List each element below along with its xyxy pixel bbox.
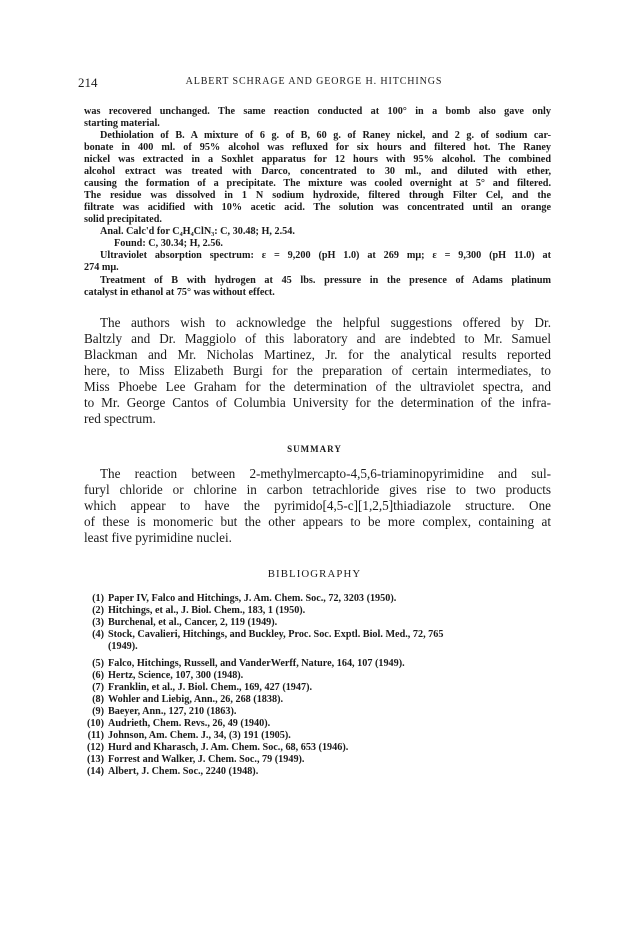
reference-number: (11) <box>87 730 104 741</box>
reference-number: (10) <box>87 718 104 729</box>
reference-number: (5) <box>92 658 104 669</box>
acknowledgment-line: Blackman and Mr. Nicholas Martinez, Jr. for the analytical results reported <box>84 347 551 362</box>
page-header <box>78 75 550 89</box>
experimental-line: causing the formation of a precipitate. The mixture was cooled overnight at 5° and filtered. <box>84 178 551 189</box>
reference-item <box>84 682 554 694</box>
summary-line: furyl chloride or chlorine in carbon tetrachloride gives rise to two products <box>84 482 551 497</box>
uv-spectrum-line: Ultraviolet absorption spectrum: ε = 9,200 (pH 1.0) at 269 mμ; ε = 9,300 (pH 11.0) at <box>100 250 551 261</box>
reference-number: (12) <box>87 742 104 753</box>
reference-text: Baeyer, Ann., 127, 210 (1863). <box>108 706 237 717</box>
reference-text: Burchenal, et al., Cancer, 2, 119 (1949). <box>108 617 278 628</box>
experimental-line: Dethiolation of B. A mixture of 6 g. of B, 60 g. of Raney nickel, and 2 g. of sodium car- <box>100 130 551 141</box>
reference-number: (1) <box>92 593 104 604</box>
reference-item <box>84 658 554 670</box>
acknowledgment-line: Miss Phoebe Lee Graham for the determination of the ultraviolet spectra, and <box>84 379 551 394</box>
page-number: 214 <box>78 75 98 90</box>
uv-spectrum-line: 274 mμ. <box>84 262 119 273</box>
analysis-found-line: Found: C, 30.34; H, 2.56. <box>114 238 223 249</box>
reference-text: Forrest and Walker, J. Chem. Soc., 79 (1949). <box>108 754 305 765</box>
reference-text: Audrieth, Chem. Revs., 26, 49 (1940). <box>108 718 271 729</box>
reference-text: Albert, J. Chem. Soc., 2240 (1948). <box>108 766 259 777</box>
acknowledgment-line: here, to Miss Elizabeth Burgi for the preparation of certain intermediates, to <box>84 363 551 378</box>
summary-line: which appear to have the pyrimido[4,5-c][1,2,5]thiadiazole structure. One <box>84 498 551 513</box>
experimental-line: catalyst in ethanol at 75° was without effect. <box>84 287 275 298</box>
reference-item <box>84 730 554 742</box>
experimental-line: alcohol extract was treated with Darco, concentrated to 30 ml., and diluted with ether, <box>84 166 551 177</box>
reference-item <box>84 766 554 778</box>
reference-item <box>84 694 554 706</box>
reference-text: Franklin, et al., J. Biol. Chem., 169, 427 (1947). <box>108 682 313 693</box>
summary-line: least five pyrimidine nuclei. <box>84 530 232 545</box>
acknowledgment-line: to Mr. George Cantos of Columbia University for the determination of the infra- <box>84 395 551 410</box>
reference-item <box>84 754 554 766</box>
bibliography-heading: BIBLIOGRAPHY <box>267 568 362 580</box>
reference-number: (3) <box>92 617 104 628</box>
reference-number: (8) <box>92 694 104 705</box>
reference-item <box>84 593 554 605</box>
reference-item <box>84 629 554 641</box>
reference-item <box>84 718 554 730</box>
reference-text: Hertz, Science, 107, 300 (1948). <box>108 670 244 681</box>
reference-text: Paper IV, Falco and Hitchings, J. Am. Chem. Soc., 72, 3203 (1950). <box>108 593 397 604</box>
reference-number: (2) <box>92 605 104 616</box>
reference-item <box>84 706 554 718</box>
experimental-line: filtrate was acidified with 10% acetic acid. The solution was concentrated until an orange <box>84 202 551 213</box>
reference-text: Hitchings, et al., J. Biol. Chem., 183, 1 (1950). <box>108 605 306 616</box>
experimental-line: was recovered unchanged. The same reaction conducted at 100° in a bomb also gave only <box>84 106 551 117</box>
reference-text: Falco, Hitchings, Russell, and VanderWerff, Nature, 164, 107 (1949). <box>108 658 405 669</box>
reference-item <box>84 605 554 617</box>
reference-item <box>84 670 554 682</box>
reference-text: Stock, Cavalieri, Hitchings, and Buckley, Proc. Soc. Exptl. Biol. Med., 72, 765 <box>108 629 444 640</box>
reference-number: (13) <box>87 754 104 765</box>
experimental-line: The residue was dissolved in 1 N sodium hydroxide, filtered through Filter Cel, and the <box>84 190 551 201</box>
running-head: ALBERT SCHRAGE AND GEORGE H. HITCHINGS <box>185 76 443 87</box>
analysis-line: Anal. Calc'd for C₄H₄ClN₃: C, 30.48; H, 2.54. <box>100 226 295 237</box>
reference-text: Wohler and Liebig, Ann., 26, 268 (1838). <box>108 694 284 705</box>
experimental-line: Treatment of B with hydrogen at 45 lbs. pressure in the presence of Adams platinum <box>100 275 551 286</box>
reference-item <box>84 617 554 629</box>
experimental-line: nickel was extracted in a Soxhlet apparatus for 12 hours with 95% alcohol. The combined <box>84 154 551 165</box>
acknowledgment-line: red spectrum. <box>84 411 156 426</box>
reference-text: Hurd and Kharasch, J. Am. Chem. Soc., 68, 653 (1946). <box>108 742 349 753</box>
summary-heading: SUMMARY <box>287 444 342 454</box>
acknowledgment-line: Baltzly and Dr. Maggiolo of this laboratory and are indebted to Mr. Samuel <box>84 331 551 346</box>
reference-text: Johnson, Am. Chem. J., 34, (3) 191 (1905). <box>108 730 291 741</box>
acknowledgment-line: The authors wish to acknowledge the helpful suggestions offered by Dr. <box>100 315 551 330</box>
experimental-line: starting material. <box>84 118 160 129</box>
summary-line: The reaction between 2-methylmercapto-4,5,6-triaminopyrimidine and sul- <box>100 466 551 481</box>
reference-number: (4) <box>92 629 104 640</box>
experimental-line: bonate in 400 ml. of 95% alcohol was refluxed for six hours and filtered hot. The Raney <box>84 142 551 153</box>
reference-item <box>84 742 554 754</box>
reference-number: (7) <box>92 682 104 693</box>
reference-number: (9) <box>92 706 104 717</box>
reference-number: (6) <box>92 670 104 681</box>
summary-line: of these is monomeric but the other appears to be more complex, containing at <box>84 514 551 529</box>
reference-number: (14) <box>87 766 104 777</box>
reference-continuation: (1949). <box>108 641 138 652</box>
experimental-line: solid precipitated. <box>84 214 162 225</box>
